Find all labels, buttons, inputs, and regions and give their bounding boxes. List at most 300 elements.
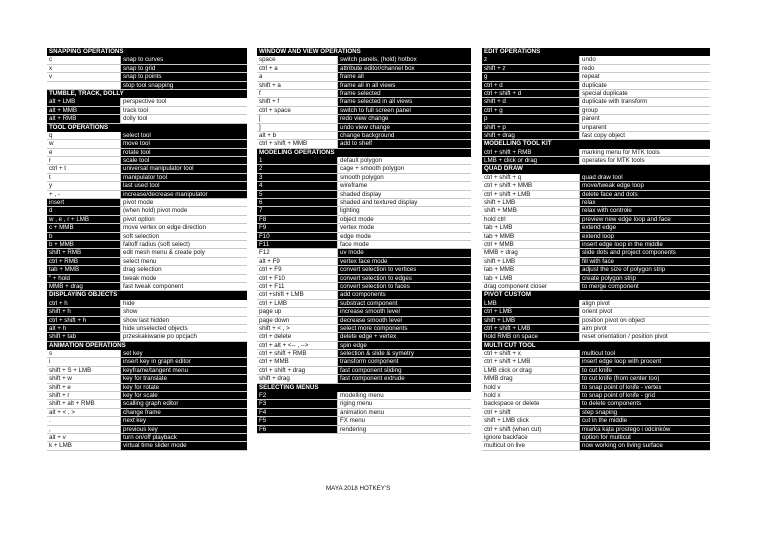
hotkey-key: ctrl + t: [47, 165, 121, 173]
hotkey-description: relax with controle: [580, 207, 710, 215]
hotkey-description: pivot mode: [121, 199, 247, 207]
hotkey-row: [482, 308, 710, 316]
hotkey-key: shift + RMB: [47, 249, 121, 257]
hotkey-row: [257, 275, 471, 283]
hotkey-key: shift + drag: [482, 132, 580, 140]
hotkey-description: redo: [580, 65, 710, 73]
hotkey-row: [47, 107, 247, 115]
hotkey-description: edge mode: [338, 233, 471, 241]
hotkey-row: [47, 358, 247, 366]
hotkey-row: [482, 149, 710, 157]
hotkey-key: shift + MMB: [482, 207, 580, 215]
section-title: WINDOW AND VIEW OPERATIONS: [257, 48, 471, 56]
section-title: QUAD DRAW: [482, 165, 710, 173]
hotkey-description: switch to full screen panel: [338, 107, 471, 115]
hotkey-key: alt + < , >: [47, 409, 121, 417]
hotkey-row: [257, 182, 471, 190]
hotkey-description: selection & slide & symetry: [338, 350, 471, 358]
hotkey-key: i: [47, 358, 121, 366]
hotkey-row: [482, 333, 710, 341]
hotkey-description: option for multicut: [580, 434, 710, 442]
hotkey-description: show last hidden: [121, 317, 247, 325]
hotkey-description: set key: [121, 350, 247, 358]
hotkey-row: [482, 266, 710, 274]
section-title: TOOL OPERATIONS: [47, 124, 247, 132]
hotkey-row: [482, 400, 710, 408]
hotkey-description: redo view change: [338, 115, 471, 123]
hotkey-description: fast tweak component: [121, 283, 247, 291]
hotkey-row: [482, 426, 710, 434]
section-title: MODELLING TOOL KIT: [482, 140, 710, 148]
hotkey-row: [257, 216, 471, 224]
hotkey-row: [482, 358, 710, 366]
hotkey-key: shift + LMB: [482, 317, 580, 325]
hotkey-key: ctrl + shift + LMB: [482, 191, 580, 199]
hotkey-row: [47, 417, 247, 425]
section-header: [482, 165, 710, 173]
hotkey-description: increase/decrease manipulator: [121, 191, 247, 199]
hotkey-row: [47, 207, 247, 215]
hotkey-description: position pivot on object: [580, 317, 710, 325]
hotkey-description: snap to curves: [121, 56, 247, 64]
hotkey-description: change background: [338, 132, 471, 140]
hotkey-key: a: [257, 73, 338, 81]
section-header: [257, 384, 471, 392]
hotkey-key: tab + MMB: [482, 233, 580, 241]
hotkey-row: [482, 124, 710, 132]
hotkey-row: [257, 291, 471, 299]
hotkey-row: [257, 107, 471, 115]
hotkey-description: transform component: [338, 358, 471, 366]
hotkey-row: [47, 191, 247, 199]
hotkey-key: ctrl + shift + h: [47, 317, 121, 325]
hotkey-key: hold v: [482, 384, 580, 392]
hotkey-key: tab + LMB: [482, 224, 580, 232]
hotkey-key: f: [257, 90, 338, 98]
hotkey-row: [47, 308, 247, 316]
hotkey-row: [47, 140, 247, 148]
hotkey-description: group: [580, 107, 710, 115]
hotkey-description: convert selection to faces: [338, 283, 471, 291]
hotkey-row: [482, 367, 710, 375]
hotkey-key: w: [47, 140, 121, 148]
hotkey-description: shaded display: [338, 191, 471, 199]
hotkey-key: ctrl + d: [482, 82, 580, 90]
section-header: [482, 291, 710, 299]
hotkey-description: add to shelf: [338, 140, 471, 148]
hotkey-key: page down: [257, 317, 338, 325]
hotkey-description: spin edge: [338, 342, 471, 350]
hotkey-description: align pivot: [580, 300, 710, 308]
hotkey-description: create polygon strip: [580, 275, 710, 283]
hotkey-key: LMB + click or drag: [482, 157, 580, 165]
hotkey-row: [482, 300, 710, 308]
hotkey-key: ignore backface: [482, 434, 580, 442]
hotkey-key: F2: [257, 392, 338, 400]
hotkey-key: shift + w: [47, 375, 121, 383]
hotkey-key: alt + b: [257, 132, 338, 140]
hotkey-description: decrease smooth level: [338, 317, 471, 325]
hotkey-row: [257, 375, 471, 383]
hotkey-key: r: [47, 157, 121, 165]
hotkey-row: [482, 283, 710, 291]
hotkey-description: unparent: [580, 124, 710, 132]
hotkey-key: hold RMB on space: [482, 333, 580, 341]
hotkey-description: convert selection to vertices: [338, 266, 471, 274]
hotkey-key: shift + drag: [257, 375, 338, 383]
hotkey-key: ctrl + MMB: [257, 358, 338, 366]
hotkey-row: [257, 249, 471, 257]
hotkey-row: [482, 207, 710, 215]
hotkey-row: [482, 434, 710, 442]
hotkey-key: ctrl + a: [257, 65, 338, 73]
hotkey-key: shift + tab: [47, 333, 121, 341]
hotkey-description: attribute editor/channel box: [338, 65, 471, 73]
hotkey-key: shift + LMB: [482, 258, 580, 266]
hotkey-row: [257, 358, 471, 366]
hotkey-description: insert key in graph editor: [121, 358, 247, 366]
section-title: SNAPPING OPERATIONS: [47, 48, 247, 56]
hotkey-description: tweak mode: [121, 275, 247, 283]
hotkey-row: [47, 333, 247, 341]
hotkey-row: [482, 115, 710, 123]
hotkey-row: [482, 224, 710, 232]
hotkey-description: duplicate: [580, 82, 710, 90]
hotkey-key: c: [47, 56, 121, 64]
hotkey-key: ctrl + shift + RMB: [482, 149, 580, 157]
hotkey-key: space: [257, 56, 338, 64]
hotkey-key: ctrl + RMB: [47, 258, 121, 266]
hotkey-row: [482, 191, 710, 199]
hotkey-description: previous key: [121, 426, 247, 434]
hotkey-row: [482, 157, 710, 165]
hotkey-row: [482, 384, 710, 392]
hotkey-key: ctrl + shift + q: [482, 174, 580, 182]
hotkey-key: y: [47, 182, 121, 190]
hotkey-row: [257, 241, 471, 249]
hotkey-description: przeskakiwanie po opcjach: [121, 333, 247, 341]
hotkey-key: shift + e: [47, 384, 121, 392]
hotkey-description: extend loop: [580, 233, 710, 241]
hotkey-key: ctrl + LMB: [257, 300, 338, 308]
hotkey-description: snap to points: [121, 73, 247, 81]
hotkey-key: ,: [47, 426, 121, 434]
hotkey-row: [47, 73, 247, 81]
hotkey-description: cage + smooth polygon: [338, 165, 471, 173]
hotkey-description: convert selection to edges: [338, 275, 471, 283]
hotkey-description: select tool: [121, 132, 247, 140]
hotkey-row: [257, 224, 471, 232]
hotkey-row: [482, 275, 710, 283]
section-title: EDIT OPERATIONS: [482, 48, 710, 56]
hotkey-row: [47, 350, 247, 358]
hotkey-row: [482, 350, 710, 358]
hotkey-key: 6: [257, 199, 338, 207]
hotkey-row: [482, 82, 710, 90]
hotkey-key: ctrl + shift + RMB: [257, 350, 338, 358]
hotkey-description: stop tool snapping: [121, 82, 247, 90]
hotkey-row: [257, 174, 471, 182]
hotkey-description: fast copy object: [580, 132, 710, 140]
hotkey-key: ctrl + shift + x: [482, 350, 580, 358]
hotkey-key: 2: [257, 165, 338, 173]
hotkey-row: [257, 191, 471, 199]
hotkey-description: repeat: [580, 73, 710, 81]
hotkey-description: multicut tool: [580, 350, 710, 358]
section-header: [47, 124, 247, 132]
hotkey-row: [47, 233, 247, 241]
hotkey-row: [257, 333, 471, 341]
hotkey-description: key for translate: [121, 375, 247, 383]
hotkey-row: [257, 98, 471, 106]
hotkey-description: frame all: [338, 73, 471, 81]
hotkey-row: [47, 426, 247, 434]
hotkey-description: key for rotate: [121, 384, 247, 392]
hotkey-row: [257, 65, 471, 73]
hotkey-key: shift + LMB click: [482, 417, 580, 425]
hotkey-description: to merge component: [580, 283, 710, 291]
hotkey-row: [47, 300, 247, 308]
hotkey-description: orient pivot: [580, 308, 710, 316]
hotkey-row: [47, 266, 247, 274]
hotkey-row: [257, 317, 471, 325]
hotkey-row: [482, 417, 710, 425]
hotkey-key: hold ctrl: [482, 216, 580, 224]
hotkey-description: object mode: [338, 216, 471, 224]
hotkey-description: select more components: [338, 325, 471, 333]
section-title: SELECTING MENUS: [257, 384, 471, 392]
hotkey-row: [47, 174, 247, 182]
hotkey-key: shift + < , >: [257, 325, 338, 333]
hotkey-description: slide dots and project components: [580, 249, 710, 257]
section-header: [47, 90, 247, 98]
hotkey-row: [482, 258, 710, 266]
hotkey-key: backspace or delete: [482, 400, 580, 408]
hotkey-key: alt + F9: [257, 258, 338, 266]
hotkey-key: F5: [257, 417, 338, 425]
hotkey-row: [482, 375, 710, 383]
hotkey-row: [47, 375, 247, 383]
hotkey-key: F6: [257, 426, 338, 434]
hotkey-description: marking menu for MTK tools: [580, 149, 710, 157]
hotkey-description: duplicate with transform: [580, 98, 710, 106]
hotkey-key: ctrl +shift + LMB: [257, 291, 338, 299]
hotkey-key: p: [482, 115, 580, 123]
hotkey-key: z: [482, 56, 580, 64]
hotkey-key: LMB click or drag: [482, 367, 580, 375]
hotkey-key: ctrl + shift + LMB: [482, 325, 580, 333]
hotkey-key: shift + alt + RMB: [47, 400, 121, 408]
hotkey-description: to cut knife (from center too): [580, 375, 710, 383]
hotkey-key: ctrl + delete: [257, 333, 338, 341]
hotkey-key: x: [47, 65, 121, 73]
hotkey-row: [47, 283, 247, 291]
hotkey-row: [47, 165, 247, 173]
column-middle: [257, 48, 471, 434]
section-header: [482, 140, 710, 148]
section-header: [47, 342, 247, 350]
hotkey-description: add components: [338, 291, 471, 299]
hotkey-key: 7: [257, 207, 338, 215]
hotkey-description: aim pivot: [580, 325, 710, 333]
section-header: [47, 291, 247, 299]
hotkey-row: [257, 90, 471, 98]
section-header: [482, 48, 710, 56]
hotkey-key: shift + LMB: [482, 199, 580, 207]
hotkey-description: virtual time slider mode: [121, 442, 247, 450]
hotkey-row: [47, 56, 247, 64]
hotkey-key: page up: [257, 308, 338, 316]
hotkey-description: fast component extrude: [338, 375, 471, 383]
hotkey-row: [47, 82, 247, 90]
hotkey-description: default polygon: [338, 157, 471, 165]
hotkey-key: q: [47, 132, 121, 140]
hotkey-description: key for scale: [121, 392, 247, 400]
hotkey-row: [257, 300, 471, 308]
hotkey-key: ctrl + F10: [257, 275, 338, 283]
hotkey-key: insert: [47, 199, 121, 207]
hotkey-key: g: [482, 73, 580, 81]
hotkey-row: [47, 400, 247, 408]
hotkey-key: F11: [257, 241, 338, 249]
hotkey-key: F9: [257, 224, 338, 232]
hotkey-key: shift + d: [482, 98, 580, 106]
hotkey-description: to cut knife: [580, 367, 710, 375]
hotkey-description: edit mesh menu & create poly: [121, 249, 247, 257]
hotkey-description: to snap point of knife - vertex: [580, 384, 710, 392]
hotkey-key: F3: [257, 400, 338, 408]
hotkey-row: [47, 442, 247, 450]
hotkey-description: show: [121, 308, 247, 316]
hotkey-row: [482, 442, 710, 450]
hotkey-key: s: [47, 350, 121, 358]
hotkey-description: switch panels, (hold) hotbox: [338, 56, 471, 64]
hotkey-row: [257, 233, 471, 241]
hotkey-row: [47, 149, 247, 157]
hotkey-row: [257, 342, 471, 350]
hotkey-row: [47, 132, 247, 140]
hotkey-key: tab + MMB: [47, 266, 121, 274]
section-title: MODELING OPERATIONS: [257, 149, 471, 157]
hotkey-description: riging menu: [338, 400, 471, 408]
hotkey-description: fill with face: [580, 258, 710, 266]
hotkey-row: [47, 384, 247, 392]
hotkey-key: 5: [257, 191, 338, 199]
hotkey-row: [47, 115, 247, 123]
hotkey-row: [482, 241, 710, 249]
hotkey-description: drag selection: [121, 266, 247, 274]
page-footer: MAYA 2018 HOTKEY'S: [326, 485, 391, 492]
hotkey-row: [47, 157, 247, 165]
hotkey-key: tab + LMB: [482, 275, 580, 283]
hotkey-key: ctrl + F11: [257, 283, 338, 291]
hotkey-row: [482, 132, 710, 140]
hotkey-description: relax: [580, 199, 710, 207]
hotkey-key: ctrl + shift: [482, 409, 580, 417]
hotkey-row: [257, 140, 471, 148]
section-header: [47, 48, 247, 56]
hotkey-description: miarka kąta prostego i odcinków: [580, 426, 710, 434]
hotkey-row: [47, 224, 247, 232]
hotkey-description: adjust the size of polygon strip: [580, 266, 710, 274]
hotkey-description: operates for MTK tools: [580, 157, 710, 165]
hotkey-key: shift + h: [47, 308, 121, 316]
hotkey-description: last used tool: [121, 182, 247, 190]
hotkey-key: ctrl + alt + <-- , -->: [257, 342, 338, 350]
hotkey-description: reset orientation / position pivot: [580, 333, 710, 341]
hotkey-row: [257, 124, 471, 132]
hotkey-row: [257, 426, 471, 434]
hotkey-row: [47, 241, 247, 249]
hotkey-key: F4: [257, 409, 338, 417]
hotkey-key: 3: [257, 174, 338, 182]
hotkey-description: lighting: [338, 207, 471, 215]
hotkey-description: extend edge: [580, 224, 710, 232]
hotkey-key: shift + f: [257, 98, 338, 106]
hotkey-key: shift + r: [47, 392, 121, 400]
hotkey-row: [482, 90, 710, 98]
hotkey-row: [47, 275, 247, 283]
hotkey-row: [257, 207, 471, 215]
hotkey-description: universal manipulator tool: [121, 165, 247, 173]
hotkey-row: [47, 367, 247, 375]
hotkey-key: k + LMB: [47, 442, 121, 450]
hotkey-row: [47, 392, 247, 400]
hotkey-row: [47, 65, 247, 73]
hotkey-key: MMB drag: [482, 375, 580, 383]
hotkey-key: b + MMB: [47, 241, 121, 249]
hotkey-key: ctrl + LMB: [482, 308, 580, 316]
hotkey-key: alt + LMB: [47, 98, 121, 106]
hotkey-row: [257, 132, 471, 140]
hotkey-row: [47, 258, 247, 266]
hotkey-description: dolly tool: [121, 115, 247, 123]
hotkey-key: [: [257, 115, 338, 123]
hotkey-key: v: [47, 73, 121, 81]
hotkey-row: [482, 325, 710, 333]
hotkey-key: alt + v: [47, 434, 121, 442]
hotkey-key: ctrl + shift + drag: [257, 367, 338, 375]
hotkey-key: t: [47, 174, 121, 182]
hotkey-description: frame selected: [338, 90, 471, 98]
hotkey-key: ctrl + g: [482, 107, 580, 115]
hotkey-row: [257, 199, 471, 207]
section-title: DISPLAYING OBJECTS: [47, 291, 247, 299]
column-right: [482, 48, 710, 451]
hotkey-row: [257, 73, 471, 81]
hotkey-key: ctrl + space: [257, 107, 338, 115]
hotkey-description: special duplicate: [580, 90, 710, 98]
hotkey-row: [47, 199, 247, 207]
hotkey-row: [482, 73, 710, 81]
hotkey-key: ctrl + h: [47, 300, 121, 308]
hotkey-description: to snap point of knife - grid: [580, 392, 710, 400]
hotkey-description: hide: [121, 300, 247, 308]
hotkey-key: ctrl + shift (when cut): [482, 426, 580, 434]
hotkey-key: shift + a: [257, 82, 338, 90]
hotkey-row: [482, 56, 710, 64]
hotkey-description: rendering: [338, 426, 471, 434]
hotkey-description: change frame: [121, 409, 247, 417]
hotkey-key: w , e , r + LMB: [47, 216, 121, 224]
hotkey-row: [482, 199, 710, 207]
hotkey-description: hide unselected objects: [121, 325, 247, 333]
hotkey-description: quad draw tool: [580, 174, 710, 182]
hotkey-row: [482, 317, 710, 325]
hotkey-description: perspective tool: [121, 98, 247, 106]
hotkey-description: preview new edge loop and face: [580, 216, 710, 224]
hotkey-key: ctrl + shift + MMB: [257, 140, 338, 148]
